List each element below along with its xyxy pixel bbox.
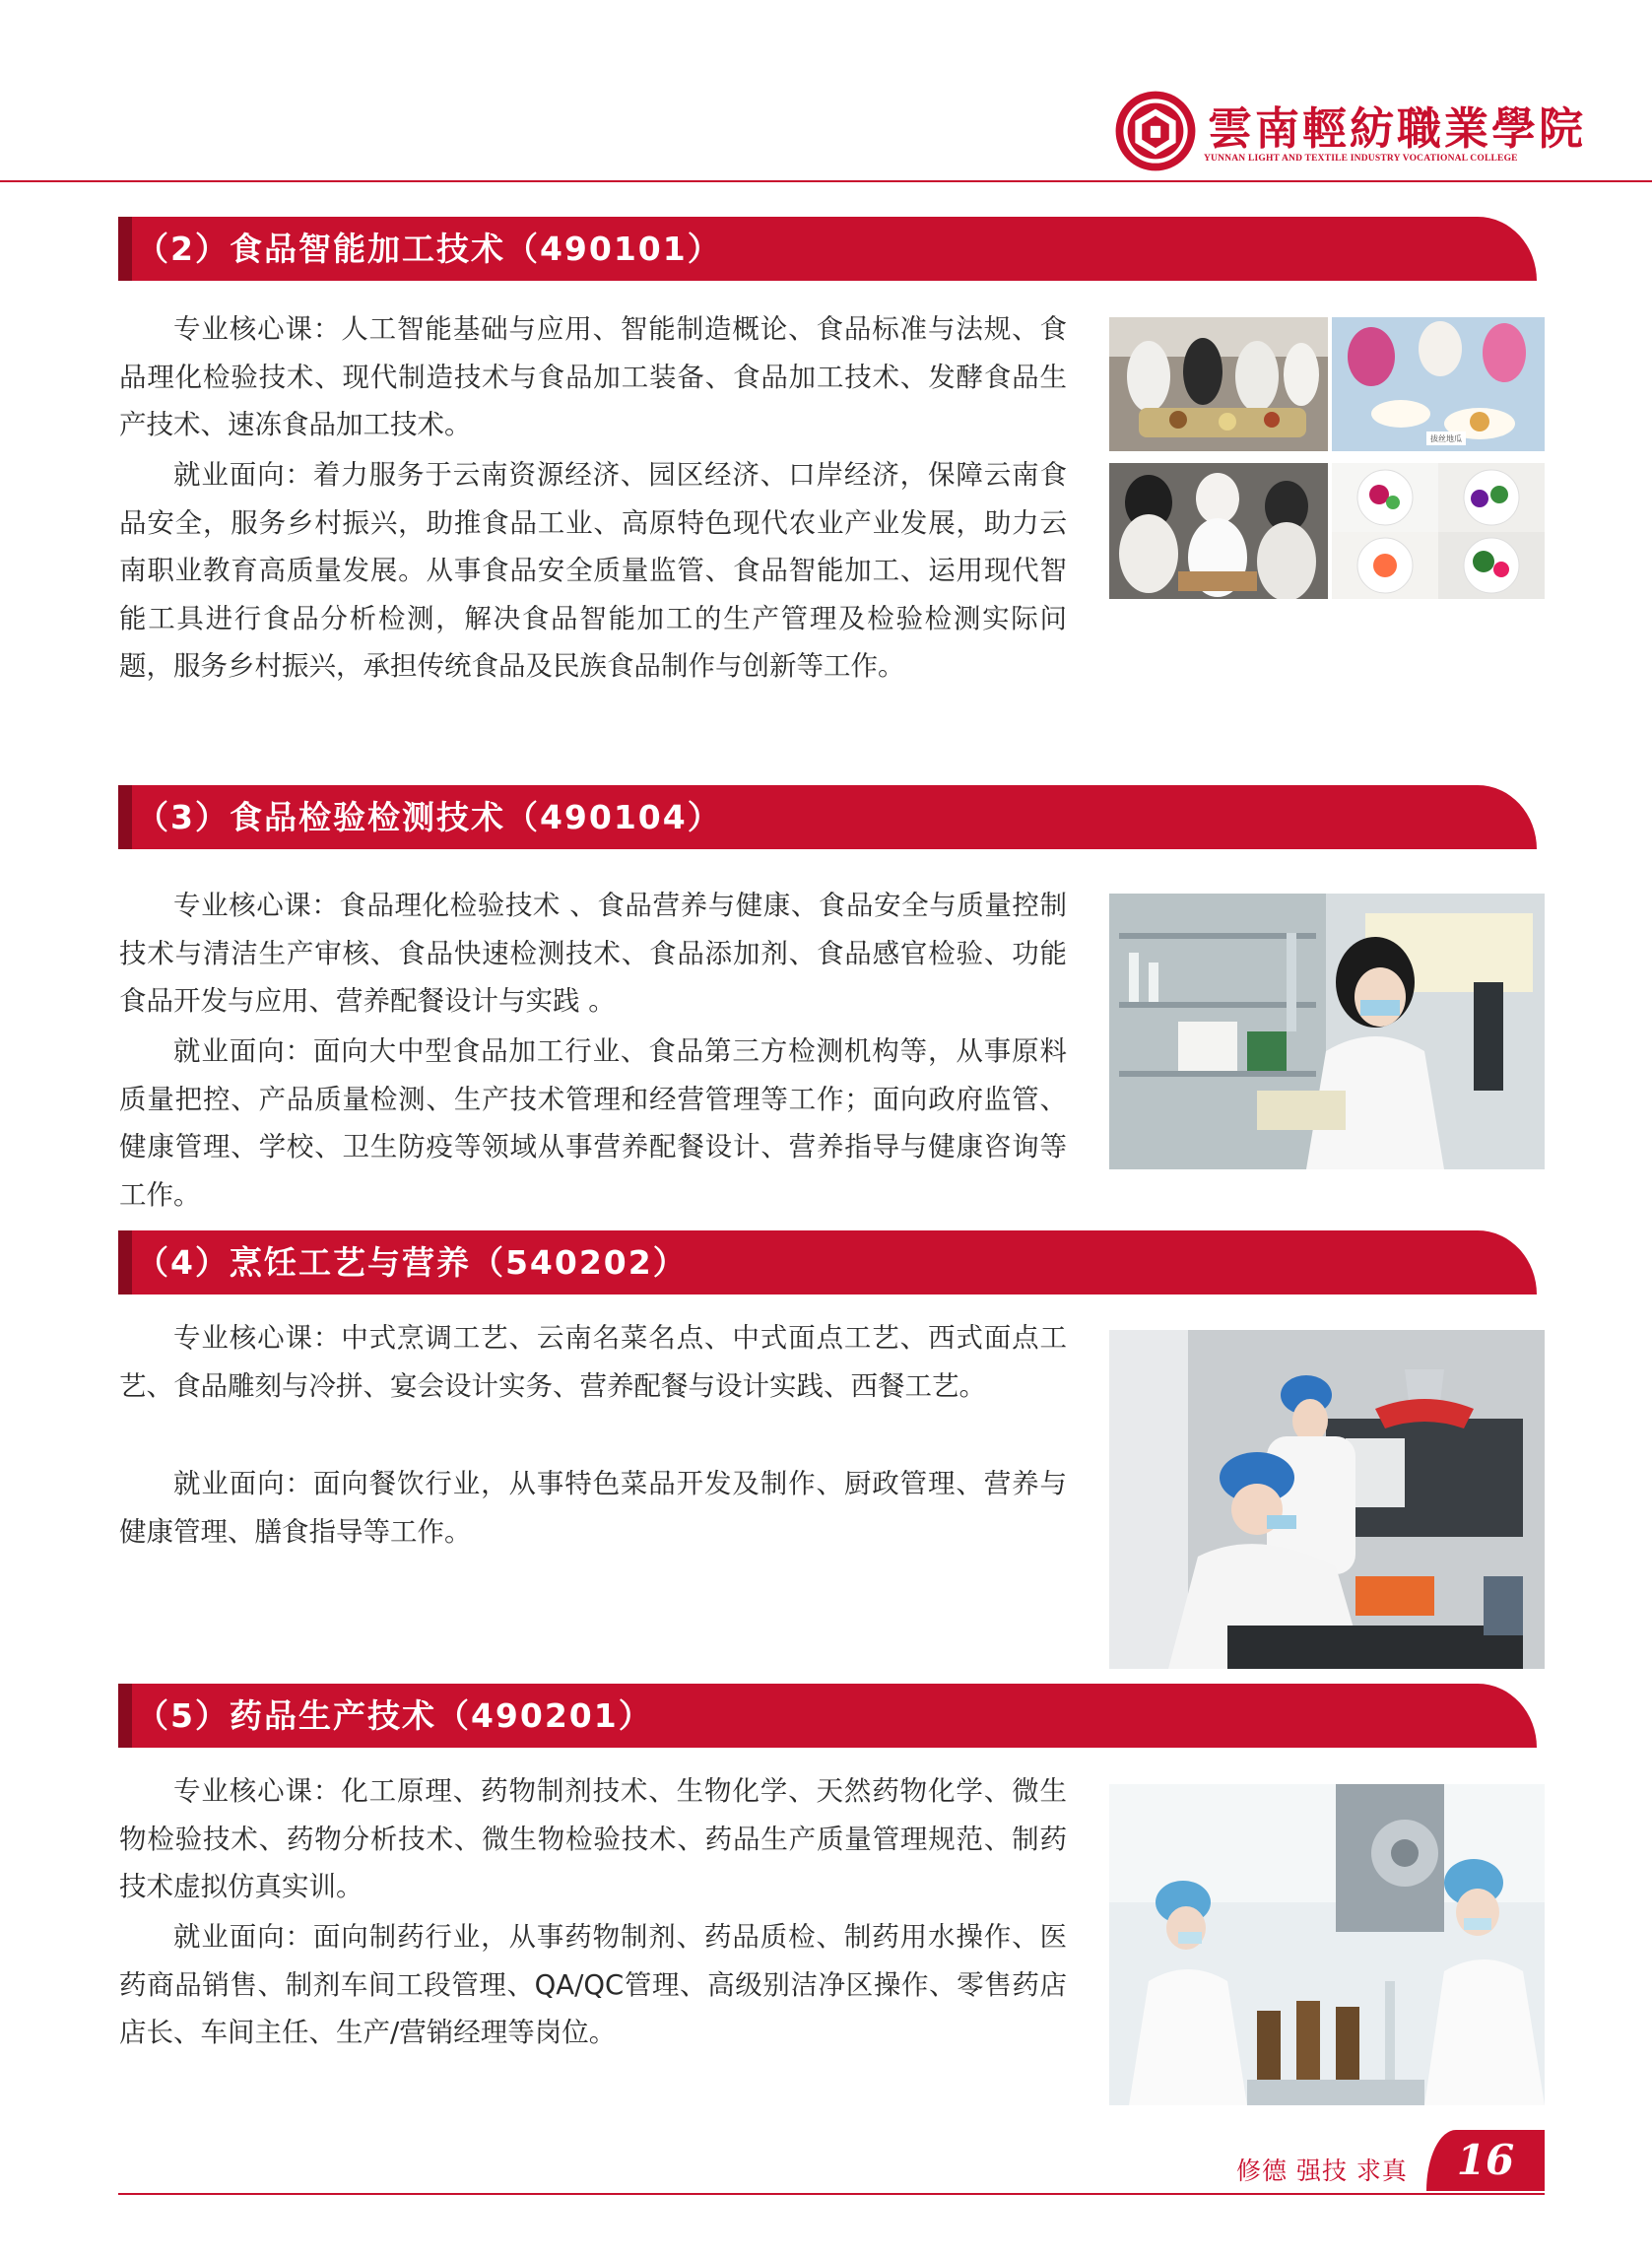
page-number: 16 [1456, 2136, 1515, 2184]
section-title: （4）烹饪工艺与营养（540202） [136, 1243, 688, 1282]
section-banner-culinary [118, 1230, 1537, 1294]
photo-pharma-lab [1109, 1784, 1545, 2105]
college-name-cn: 雲南輕紡職業學院 [1208, 102, 1587, 155]
photo-lab-inspection [1109, 894, 1545, 1169]
photo-students-food-display [1109, 317, 1328, 451]
section-title: （3）食品检验检测技术（490104） [136, 798, 722, 836]
photo-plated-dishes [1332, 463, 1545, 599]
section-title: （5）药品生产技术（490201） [136, 1696, 653, 1735]
header-rule [0, 180, 1652, 182]
photo-lab-pipetting [1109, 1330, 1545, 1669]
photo-food-exhibition [1332, 317, 1545, 451]
footer-motto: 修德 强技 求真 [1236, 2157, 1408, 2185]
core-courses-text: 专业核心课：中式烹调工艺、云南名菜名点、中式面点工艺、西式面点工艺、食品雕刻与冷拼、宴会设计实务、营养配餐与设计实践、西餐工艺。 [119, 1322, 1067, 1402]
header-logo [1105, 83, 1587, 177]
core-courses-text: 专业核心课：人工智能基础与应用、智能制造概论、食品标准与法规、食品理化检验技术、现代制造技术与食品加工装备、食品加工技术、发酵食品生产技术、速冻食品加工技术。 [119, 313, 1067, 440]
core-courses-text: 专业核心课：化工原理、药物制剂技术、生物化学、天然药物化学、微生物检验技术、药物分析技术、微生物检验技术、药品生产质量管理规范、制药技术虚拟仿真实训。 [119, 1775, 1067, 1902]
employment-text: 就业面向：面向大中型食品加工行业、食品第三方检测机构等，从事原料质量把控、产品质量检测、生产技术管理和经营管理等工作；面向政府监管、健康管理、学校、卫生防疫等领域从事营养配餐设计、营养指导与健康咨询等工作。 [119, 1035, 1067, 1211]
core-courses-text: 专业核心课：食品理化检验技术 、食品营养与健康、食品安全与质量控制技术与清洁生产审核、食品快速检测技术、食品添加剂、食品感官检验、功能食品开发与应用、营养配餐设计与实践 。 [119, 890, 1067, 1017]
section-banner-food-intelligent-processing [118, 217, 1537, 281]
section-banner-food-inspection [118, 785, 1537, 849]
college-name-en: YUNNAN LIGHT AND TEXTILE INDUSTRY VOCATIONAL COLLEGE [1204, 154, 1518, 164]
employment-text: 就业面向：面向餐饮行业，从事特色菜品开发及制作、厨政管理、营养与健康管理、膳食指导等工作。 [119, 1468, 1067, 1548]
photo-students-cooking [1109, 463, 1328, 599]
employment-text: 就业面向：着力服务于云南资源经济、园区经济、口岸经济，保障云南食品安全，服务乡村振兴，助推食品工业、高原特色现代农业产业发展，助力云南职业教育高质量发展。从事食品安全质量监管、食品智能加工、运用现代智能工具进行食品分析检测，解决食品智能加工的生产管理及检验检测实际问题，服务乡村振兴，承担传统食品及民族食品制作与创新等工作。 [119, 459, 1067, 682]
employment-text: 就业面向：面向制药行业，从事药物制剂、药品质检、制药用水操作、医药商品销售、制剂车间工段管理、QA/QC管理、高级别洁净区操作、零售药店店长、车间主任、生产/营销经理等岗位。 [119, 1921, 1067, 2048]
dish-name-card: 拔丝地瓜 [1430, 434, 1462, 443]
section-banner-pharmaceutical [118, 1684, 1537, 1748]
college-emblem-icon [1113, 89, 1198, 173]
footer-rule [118, 2193, 1545, 2195]
section-title: （2）食品智能加工技术（490101） [136, 230, 722, 268]
